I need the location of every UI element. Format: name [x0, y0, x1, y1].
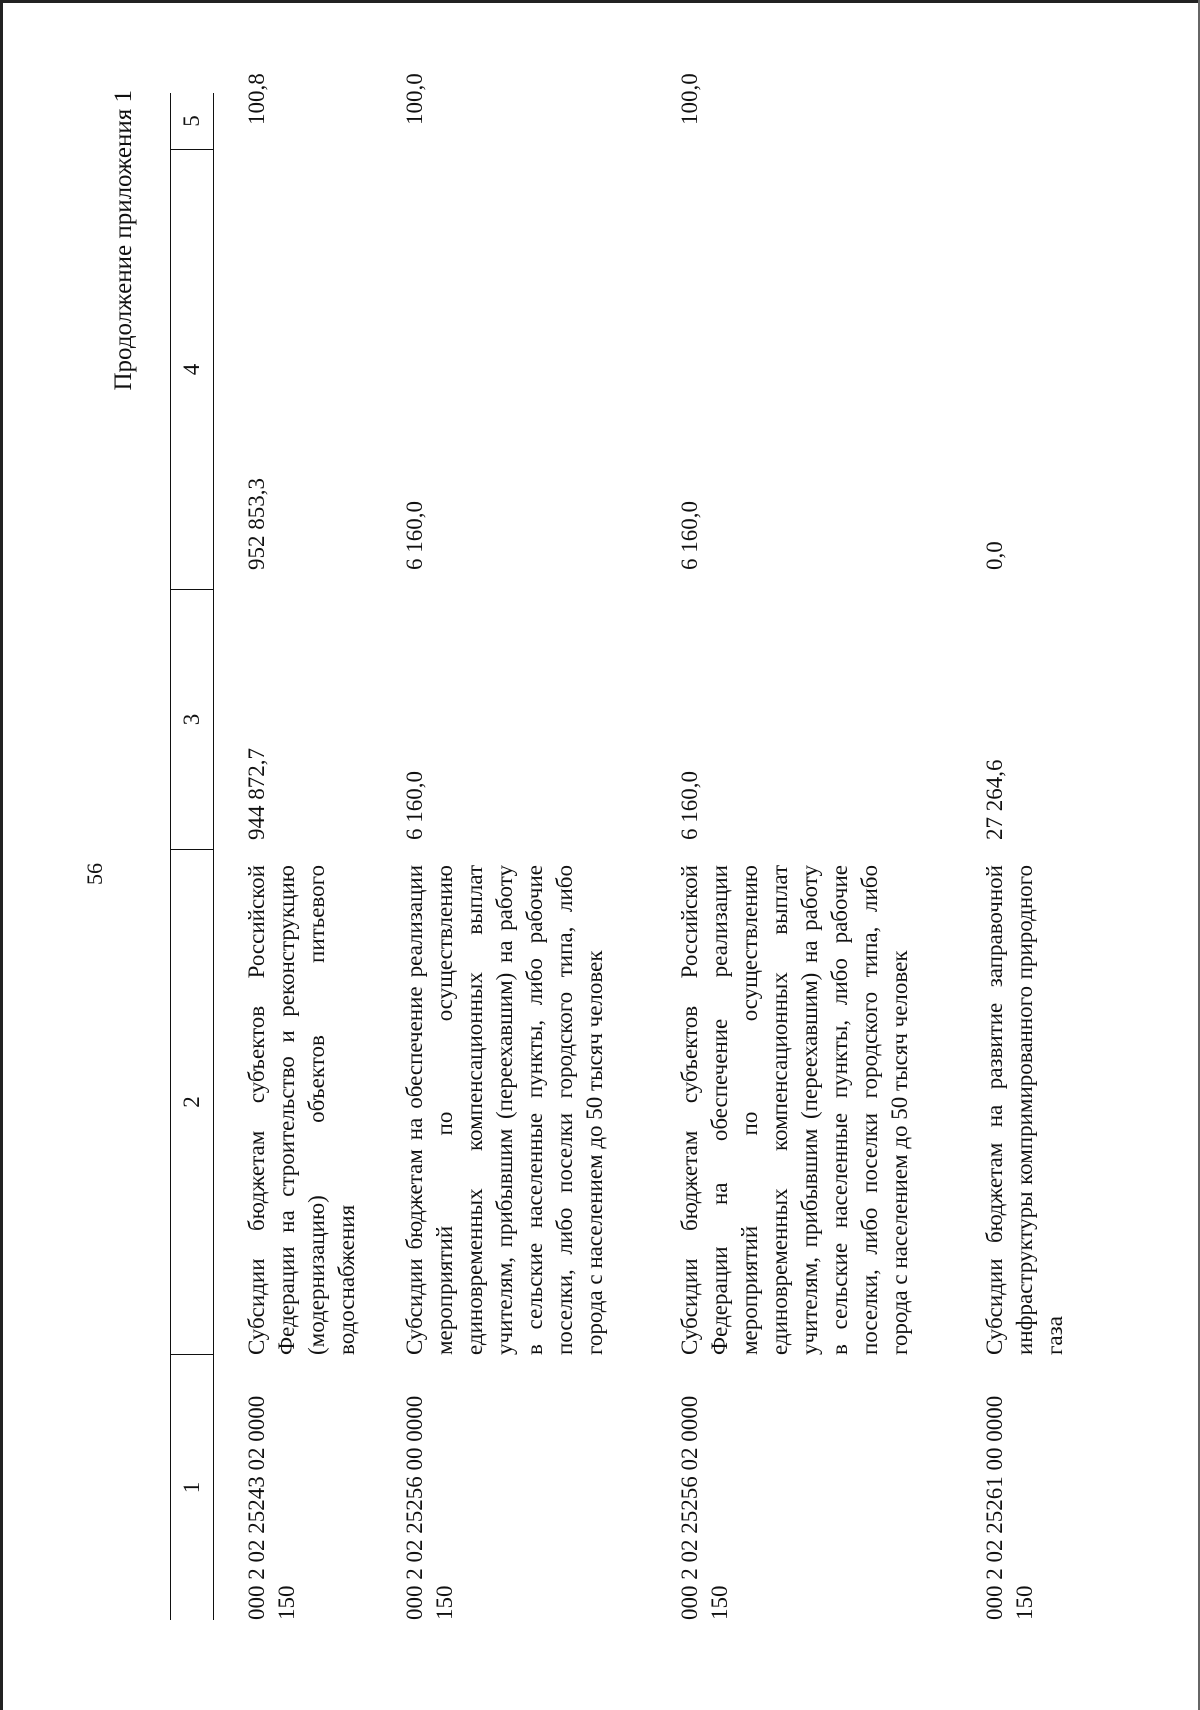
row-code: 000 2 02 25243 02 0000 150	[244, 1395, 299, 1620]
table-header	[170, 93, 214, 1620]
row-col3-value: 6 160,0	[402, 771, 427, 840]
row-code: 000 2 02 25256 02 0000 150	[677, 1395, 732, 1620]
row-code: 000 2 02 25261 00 0000 150	[982, 1395, 1037, 1620]
row-col4-value: 952 853,3	[244, 478, 269, 570]
header-col-4: 4	[171, 150, 213, 590]
page-number: 56	[82, 863, 107, 885]
row-col4-value: 0,0	[982, 541, 1007, 570]
row-col5-value: 100,0	[677, 73, 702, 125]
row-name: Субсидии бюджетам на развитие заправочной инфраструктуры компримированного природного газа	[982, 865, 1067, 1355]
continuation-title: Продолжение приложения 1	[110, 90, 137, 391]
row-name: Субсидии бюджетам на обеспечение реализации мероприятий по осуществлению единовременных компенсационных выплат учителям, прибывшим (переехавшим) на работу в сельские населенные пункты, либо рабочие поселки, либо поселки городского типа, либо города с населением до 50 тысяч человек	[402, 865, 607, 1355]
row-col4-value: 6 160,0	[677, 501, 702, 570]
row-code: 000 2 02 25256 00 0000 150	[402, 1395, 457, 1620]
row-col3-value: 27 264,6	[982, 759, 1007, 840]
budget-table	[170, 73, 1067, 1620]
header-col-3: 3	[171, 590, 213, 850]
header-col-2: 2	[171, 850, 213, 1355]
row-col3-value: 944 872,7	[244, 748, 269, 840]
header-col-5: 5	[171, 93, 213, 150]
row-name: Субсидии бюджетам субъектов Российской Федерации на обеспечение реализации мероприятий по осуществлению единовременных компенсационных выплат учителям, прибывшим (переехавшим) на работу в сельские населенные пункты, либо рабочие поселки, либо поселки городского типа, либо города с населением до 50 тысяч человек	[677, 865, 912, 1355]
row-col4-value: 6 160,0	[402, 501, 427, 570]
row-col5-value: 100,0	[402, 73, 427, 125]
row-name: Субсидии бюджетам субъектов Российской Федерации на строительство и реконструкцию (модернизацию) объектов питьевого водоснабжения	[244, 865, 359, 1355]
row-col3-value: 6 160,0	[677, 771, 702, 840]
row-col5-value: 100,8	[244, 73, 269, 125]
header-col-1: 1	[179, 1481, 204, 1494]
